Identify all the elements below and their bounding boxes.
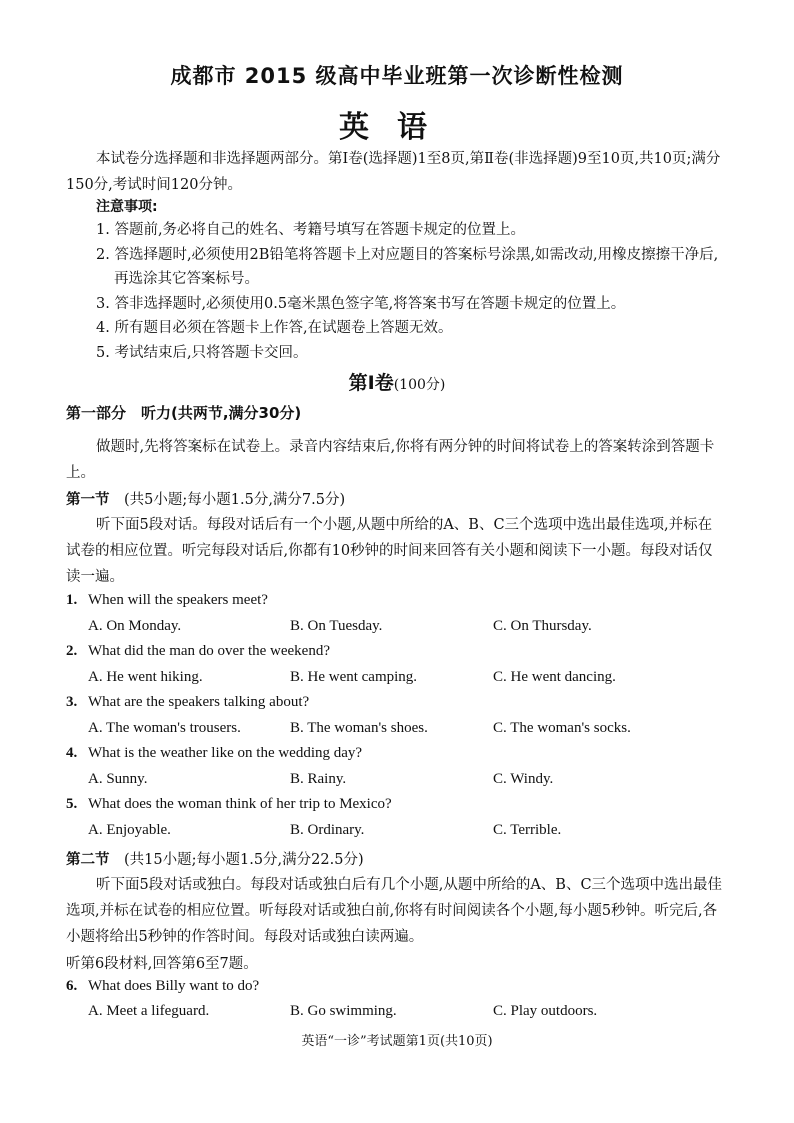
question <box>66 978 726 995</box>
option-b: B. Ordinary. <box>290 822 365 838</box>
option-a: A. Enjoyable. <box>88 822 171 838</box>
question <box>66 694 726 711</box>
option-c: C. The woman's socks. <box>493 720 631 736</box>
material-note: 听第6段材料,回答第6至7题。 <box>66 956 258 972</box>
question-number: 5. <box>66 796 78 812</box>
subject-title: 英语 <box>339 110 455 145</box>
note-item: 1. 答题前,务必将自己的姓名、考籍号填写在答题卡规定的位置上。 <box>96 222 526 238</box>
question-text: What is the weather like on the wedding day? <box>88 745 363 761</box>
volume-title <box>0 368 794 395</box>
question <box>66 796 726 813</box>
volume-name: 第Ⅰ卷 <box>348 372 394 394</box>
option-b: B. He went camping. <box>290 669 418 685</box>
option-a: A. He went hiking. <box>88 669 203 685</box>
question <box>66 592 726 609</box>
note-item: 2. 答选择题时,必须使用2B铅笔将答题卡上对应题目的答案标号涂黑,如需改动,用橡皮擦擦干净后,再选涂其它答案标号。 <box>96 246 719 287</box>
option-a: A. The woman's trousers. <box>88 720 241 736</box>
option-c: C. He went dancing. <box>493 669 616 685</box>
option-b: B. On Tuesday. <box>290 618 383 634</box>
option-c: C. Terrible. <box>493 822 562 838</box>
note-item: 4. 所有题目必须在答题卡上作答,在试题卷上答题无效。 <box>96 320 453 336</box>
question-number: 4. <box>66 745 78 761</box>
notes-list <box>96 218 726 365</box>
question-text: What does the woman think of her trip to Mexico? <box>88 796 392 812</box>
section2-title <box>66 848 364 869</box>
part1-instructions: 做题时,先将答案标在试卷上。录音内容结束后,你将有两分钟的时间将试卷上的答案转涂到答题卡上。 <box>66 439 715 481</box>
question-text: What are the speakers talking about? <box>88 694 310 710</box>
question <box>66 643 726 660</box>
section2-name: 第二节 <box>66 852 110 868</box>
note-item: 5. 考试结束后,只将答题卡交回。 <box>96 344 308 361</box>
option-c: C. Play outdoors. <box>493 1003 598 1019</box>
question-text: When will the speakers meet? <box>88 592 268 608</box>
option-b: B. The woman's shoes. <box>290 720 428 736</box>
question-text: What does Billy want to do? <box>88 978 260 994</box>
notes-heading: 注意事项: <box>96 199 158 215</box>
option-b: B. Rainy. <box>290 771 347 787</box>
note-item: 3. 答非选择题时,必须使用0.5毫米黑色签字笔,将答案书写在答题卡规定的位置上。 <box>96 295 626 312</box>
question <box>66 745 726 762</box>
question-text: What did the man do over the weekend? <box>88 643 330 659</box>
option-a: A. Sunny. <box>88 771 148 787</box>
page-footer: 英语“一诊”考试题第1页(共10页) <box>301 1034 493 1049</box>
option-a: A. On Monday. <box>88 618 182 634</box>
option-c: C. Windy. <box>493 771 554 787</box>
question-number: 2. <box>66 643 78 659</box>
section1-info: (共5小题;每小题1.5分,满分7.5分) <box>124 492 346 508</box>
section1-title <box>66 488 345 509</box>
section1-name: 第一节 <box>66 492 110 508</box>
question-number: 1. <box>66 592 78 608</box>
option-c: C. On Thursday. <box>493 618 592 634</box>
section2-instructions: 听下面5段对话或独白。每段对话或独白后有几个小题,从题中所给的A、B、C三个选项中选出最佳选项,并标在试卷的相应位置。听每段对话或独白前,你将有时间阅读各个小题,每小题5秒钟。听完后,各小题将给出5秒钟的作答时间。每段对话或独白读两遍。 <box>66 877 723 945</box>
question-number: 3. <box>66 694 78 710</box>
question-number: 6. <box>66 978 78 994</box>
exam-title: 成都市 2015 级高中毕业班第一次诊断性检测 <box>170 64 624 88</box>
section2-info: (共15小题;每小题1.5分,满分22.5分) <box>124 852 364 868</box>
part1-title: 第一部分 听力(共两节,满分30分) <box>66 404 302 422</box>
volume-score: (100分) <box>393 377 446 393</box>
section1-instructions: 听下面5段对话。每段对话后有一个小题,从题中所给的A、B、C三个选项中选出最佳选项,并标在试卷的相应位置。听完每段对话后,你都有10秒钟的时间来回答有关小题和阅读下一小题。每段对话仅读一遍。 <box>66 517 713 585</box>
option-a: A. Meet a lifeguard. <box>88 1003 210 1019</box>
option-b: B. Go swimming. <box>290 1003 397 1019</box>
intro-paragraph: 本试卷分选择题和非选择题两部分。第Ⅰ卷(选择题)1至8页,第Ⅱ卷(非选择题)9至10页,共10页;满分150分,考试时间120分钟。 <box>66 151 721 193</box>
